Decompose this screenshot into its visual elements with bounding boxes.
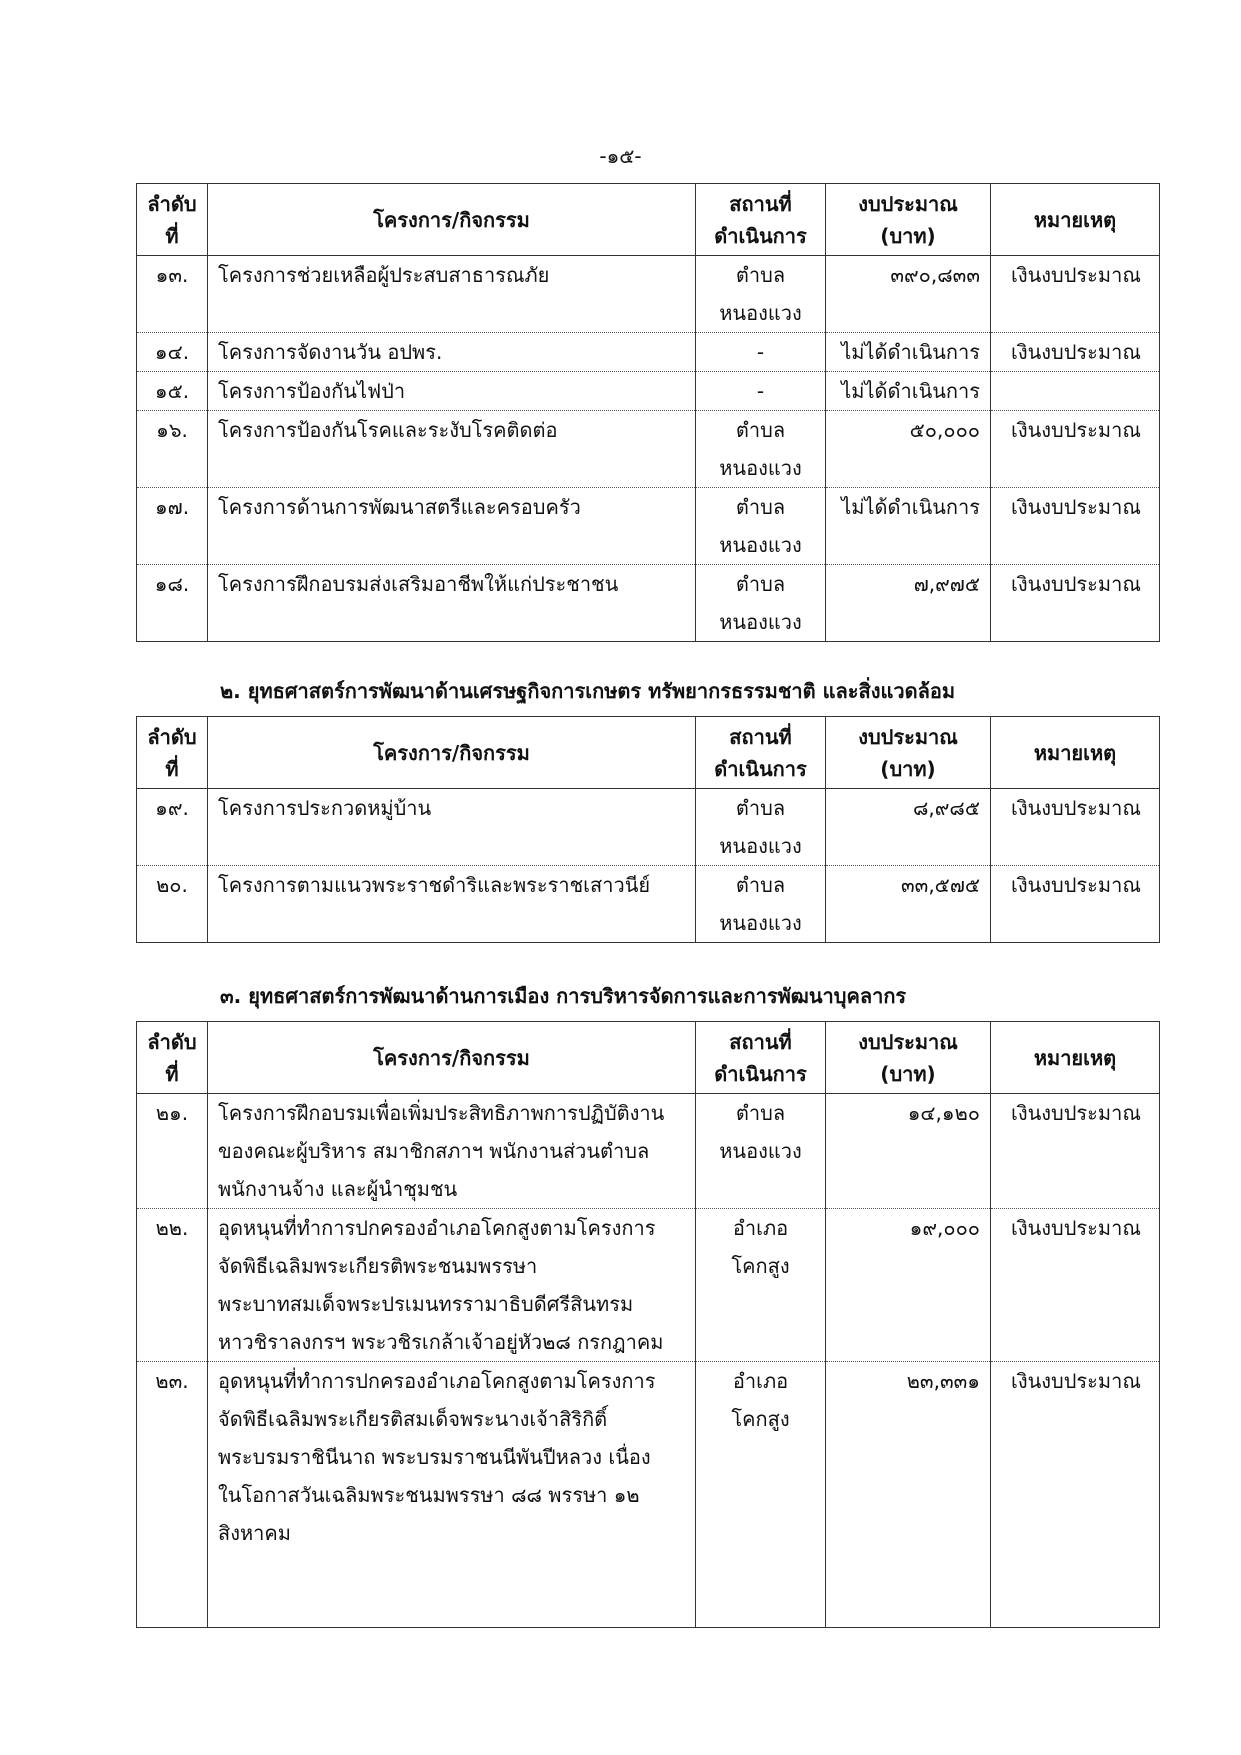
header-project-text: โครงการ/กิจกรรม (373, 740, 530, 765)
row-number (137, 1362, 208, 1628)
project-note-text: เงินงบประมาณ (1011, 796, 1141, 820)
project-location-text: โคกสูง (731, 1254, 790, 1278)
header-note-text: หมายเหตุ (1033, 1045, 1117, 1070)
project-location (696, 1362, 826, 1628)
project-name-text: โครงการด้านการพัฒนาสตรีและครอบครัว (218, 495, 581, 519)
project-budget-text: ๘,๙๘๕ (912, 796, 980, 820)
header-location-text: ดำเนินการ (714, 1061, 807, 1086)
row-number-text: ๑๖. (156, 418, 188, 442)
project-location (696, 372, 826, 411)
project-name-text: หาวชิราลงกรฯ พระวชิรเกล้าเจ้าอยู่หัว๒๘ กรกฎาคม (218, 1330, 664, 1354)
row-number (137, 1209, 208, 1362)
row-number (137, 256, 208, 333)
project-budget-text: ๕๐,๐๐๐ (909, 418, 980, 442)
project-name (208, 866, 696, 943)
row-number-text: ๑๙. (155, 796, 189, 820)
project-name-text: อุดหนุนที่ทำการปกครองอำเภอโคกสูงตามโครงการ (218, 1369, 656, 1393)
project-note-text: เงินงบประมาณ (1011, 495, 1141, 519)
project-location-text: ตำบล (735, 572, 786, 596)
page-number: -๑๕- (599, 144, 642, 168)
project-name-text: โครงการป้องกันไฟป่า (218, 379, 406, 403)
project-budget-text: ๓๙๐,๘๓๓ (890, 263, 980, 287)
project-location-text: หนองแวง (719, 911, 802, 935)
header-no (137, 184, 208, 256)
project-note-text: เงินงบประมาณ (1011, 340, 1141, 364)
project-location-text: หนองแวง (719, 533, 802, 557)
row-number-text: ๒๓. (155, 1369, 189, 1393)
row-number (137, 789, 208, 866)
section-heading: ๒. ยุทธศาสตร์การพัฒนาด้านเศรษฐกิจการเกษตร ทรัพยากรธรรมชาติ และสิ่งแวดล้อม (220, 679, 956, 703)
project-location-text: - (756, 340, 765, 364)
project-budget-text: ๗,๙๗๕ (913, 572, 980, 596)
header-no (137, 1022, 208, 1094)
table-row (137, 789, 1160, 866)
row-number-text: ๑๘. (154, 572, 190, 596)
table-row (137, 1094, 1160, 1209)
row-number-text: ๒๐. (156, 873, 188, 897)
project-name-text: โครงการช่วยเหลือผู้ประสบสาธารณภัย (218, 263, 550, 287)
project-name-text: โครงการประกวดหมู่บ้าน (218, 796, 432, 820)
project-location (696, 565, 826, 642)
header-project (208, 1022, 696, 1094)
project-location-text: หนองแวง (719, 610, 802, 634)
project-note (991, 1209, 1160, 1362)
header-location-text: สถานที่ (729, 191, 792, 216)
table-row (137, 488, 1160, 565)
project-budget (826, 411, 991, 488)
project-note (991, 866, 1160, 943)
header-budget-text: งบประมาณ (858, 724, 958, 749)
project-location (696, 1209, 826, 1362)
project-location-text: - (756, 379, 765, 403)
table-row (137, 565, 1160, 642)
header-note (991, 717, 1160, 789)
project-budget-text: ๓๓,๕๗๕ (900, 873, 980, 897)
project-name (208, 411, 696, 488)
header-no-text: ลำดับ (147, 191, 197, 216)
project-location-text: ตำบล (735, 495, 786, 519)
header-no (137, 717, 208, 789)
row-number (137, 411, 208, 488)
row-number-text: ๑๕. (154, 379, 190, 403)
header-note (991, 184, 1160, 256)
row-number (137, 488, 208, 565)
header-note (991, 1022, 1160, 1094)
project-name-text: จัดพิธีเฉลิมพระเกียรติสมเด็จพระนางเจ้าสิริกิติ์ (218, 1407, 608, 1431)
project-budget (826, 1362, 991, 1628)
header-project (208, 717, 696, 789)
project-budget (826, 256, 991, 333)
table-row (137, 256, 1160, 333)
project-location-text: อำเภอ (732, 1216, 789, 1240)
project-note (991, 333, 1160, 372)
project-location (696, 1094, 826, 1209)
header-project (208, 184, 696, 256)
header-note-text: หมายเหตุ (1033, 207, 1117, 232)
project-name-text: พระบรมราชินีนาถ พระบรมราชนนีพันปีหลวง เนื่อง (218, 1445, 651, 1469)
row-number (137, 565, 208, 642)
project-budget-text: ๑๔,๑๒๐ (907, 1101, 980, 1125)
project-name-text: โครงการจัดงานวัน อปพร. (218, 340, 443, 364)
project-note-text: เงินงบประมาณ (1011, 1369, 1141, 1393)
header-project-text: โครงการ/กิจกรรม (373, 1045, 530, 1070)
project-budget (826, 372, 991, 411)
project-name (208, 333, 696, 372)
project-budget-text: ไม่ได้ดำเนินการ (841, 379, 980, 403)
header-no-text: ที่ (165, 1061, 179, 1086)
row-number-text: ๑๓. (155, 263, 189, 287)
header-budget-text: งบประมาณ (858, 1029, 958, 1054)
header-location-text: ดำเนินการ (714, 223, 807, 248)
project-location-text: โคกสูง (731, 1407, 790, 1431)
project-note-text: เงินงบประมาณ (1011, 873, 1141, 897)
table-header-row (137, 184, 1160, 256)
project-location (696, 789, 826, 866)
header-project-text: โครงการ/กิจกรรม (373, 207, 530, 232)
project-budget-text: ๒๓,๓๓๑ (906, 1369, 980, 1393)
project-name (208, 1362, 696, 1628)
header-no-text: ที่ (165, 223, 179, 248)
project-note-text: เงินงบประมาณ (1011, 1216, 1141, 1240)
header-budget (826, 1022, 991, 1094)
header-location-text: สถานที่ (729, 724, 792, 749)
project-location-text: หนองแวง (719, 456, 802, 480)
header-budget-text: (บาท) (880, 223, 936, 248)
project-name-text: ของคณะผู้บริหาร สมาชิกสภาฯ พนักงานส่วนตำบล (218, 1139, 650, 1163)
project-name-text: โครงการฝึกอบรมส่งเสริมอาชีพให้แก่ประชาชน (218, 572, 619, 596)
header-budget-text: (บาท) (880, 1061, 936, 1086)
table-row (137, 333, 1160, 372)
row-number-text: ๒๑. (155, 1101, 189, 1125)
project-location-text: หนองแวง (719, 834, 802, 858)
project-budget (826, 488, 991, 565)
project-budget (826, 866, 991, 943)
project-name-text: โครงการตามแนวพระราชดำริและพระราชเสาวนีย์ (218, 873, 651, 897)
project-name-text: พนักงานจ้าง และผู้นำชุมชน (218, 1177, 458, 1201)
project-location (696, 333, 826, 372)
header-budget (826, 184, 991, 256)
header-no-text: ลำดับ (147, 1029, 197, 1054)
project-name-text: พระบาทสมเด็จพระปรเมนทรรามาธิบดีศรีสินทรม (218, 1292, 634, 1316)
header-location (696, 717, 826, 789)
project-budget-text: ไม่ได้ดำเนินการ (841, 340, 980, 364)
project-name-text: จัดพิธีเฉลิมพระเกียรติพระชนมพรรษา (218, 1254, 538, 1278)
project-table (136, 716, 1160, 943)
project-note-text: เงินงบประมาณ (1011, 418, 1141, 442)
project-location-text: หนองแวง (719, 301, 802, 325)
row-number-text: ๑๗. (154, 495, 190, 519)
header-location-text: ดำเนินการ (714, 756, 807, 781)
project-location (696, 411, 826, 488)
header-location-text: สถานที่ (729, 1029, 792, 1054)
project-location (696, 866, 826, 943)
project-name (208, 256, 696, 333)
project-location-text: อำเภอ (732, 1369, 789, 1393)
row-number (137, 372, 208, 411)
header-budget-text: งบประมาณ (858, 191, 958, 216)
table-row (137, 372, 1160, 411)
project-name-text: โครงการป้องกันโรคและระงับโรคติดต่อ (218, 418, 558, 442)
row-number (137, 1094, 208, 1209)
project-budget-text: ๑๙,๐๐๐ (909, 1216, 980, 1240)
project-note (991, 1362, 1160, 1628)
project-location-text: หนองแวง (719, 1139, 802, 1163)
header-location (696, 184, 826, 256)
project-location-text: ตำบล (735, 873, 786, 897)
project-name (208, 372, 696, 411)
section-heading: ๓. ยุทธศาสตร์การพัฒนาด้านการเมือง การบริหารจัดการและการพัฒนาบุคลากร (220, 984, 907, 1008)
project-note-text: เงินงบประมาณ (1011, 263, 1141, 287)
row-number (137, 866, 208, 943)
header-no-text: ลำดับ (147, 724, 197, 749)
project-name-text: อุดหนุนที่ทำการปกครองอำเภอโคกสูงตามโครงการ (218, 1216, 656, 1240)
project-note (991, 1094, 1160, 1209)
project-budget (826, 565, 991, 642)
project-note (991, 565, 1160, 642)
table-header-row (137, 1022, 1160, 1094)
project-note (991, 256, 1160, 333)
row-number (137, 333, 208, 372)
header-budget-text: (บาท) (880, 756, 936, 781)
project-budget (826, 1209, 991, 1362)
project-note (991, 372, 1160, 411)
project-budget-text: ไม่ได้ดำเนินการ (841, 495, 980, 519)
project-note (991, 411, 1160, 488)
header-note-text: หมายเหตุ (1033, 740, 1117, 765)
project-name (208, 1209, 696, 1362)
project-name-text: โครงการฝึกอบรมเพื่อเพิ่มประสิทธิภาพการปฏิบัติงาน (218, 1101, 665, 1125)
project-name-text: ในโอกาสวันเฉลิมพระชนมพรรษา ๘๘ พรรษา ๑๒ (218, 1483, 640, 1507)
row-number-text: ๑๔. (154, 340, 190, 364)
project-budget (826, 789, 991, 866)
project-name (208, 789, 696, 866)
table-row (137, 411, 1160, 488)
table-header-row (137, 717, 1160, 789)
table-row (137, 1362, 1160, 1628)
project-table (136, 1021, 1160, 1628)
table-row (137, 866, 1160, 943)
project-note-text: เงินงบประมาณ (1011, 572, 1141, 596)
project-name-text: สิงหาคม (218, 1521, 291, 1545)
header-budget (826, 717, 991, 789)
project-name (208, 565, 696, 642)
header-location (696, 1022, 826, 1094)
project-name (208, 1094, 696, 1209)
project-budget (826, 333, 991, 372)
project-location-text: ตำบล (735, 263, 786, 287)
project-note-text: เงินงบประมาณ (1011, 1101, 1141, 1125)
project-location-text: ตำบล (735, 418, 786, 442)
project-table (136, 183, 1160, 642)
project-note (991, 789, 1160, 866)
project-name (208, 488, 696, 565)
project-note (991, 488, 1160, 565)
project-location (696, 256, 826, 333)
header-no-text: ที่ (165, 756, 179, 781)
project-location-text: ตำบล (735, 1101, 786, 1125)
row-number-text: ๒๒. (155, 1216, 189, 1240)
project-location-text: ตำบล (735, 796, 786, 820)
project-location (696, 488, 826, 565)
project-budget (826, 1094, 991, 1209)
table-row (137, 1209, 1160, 1362)
